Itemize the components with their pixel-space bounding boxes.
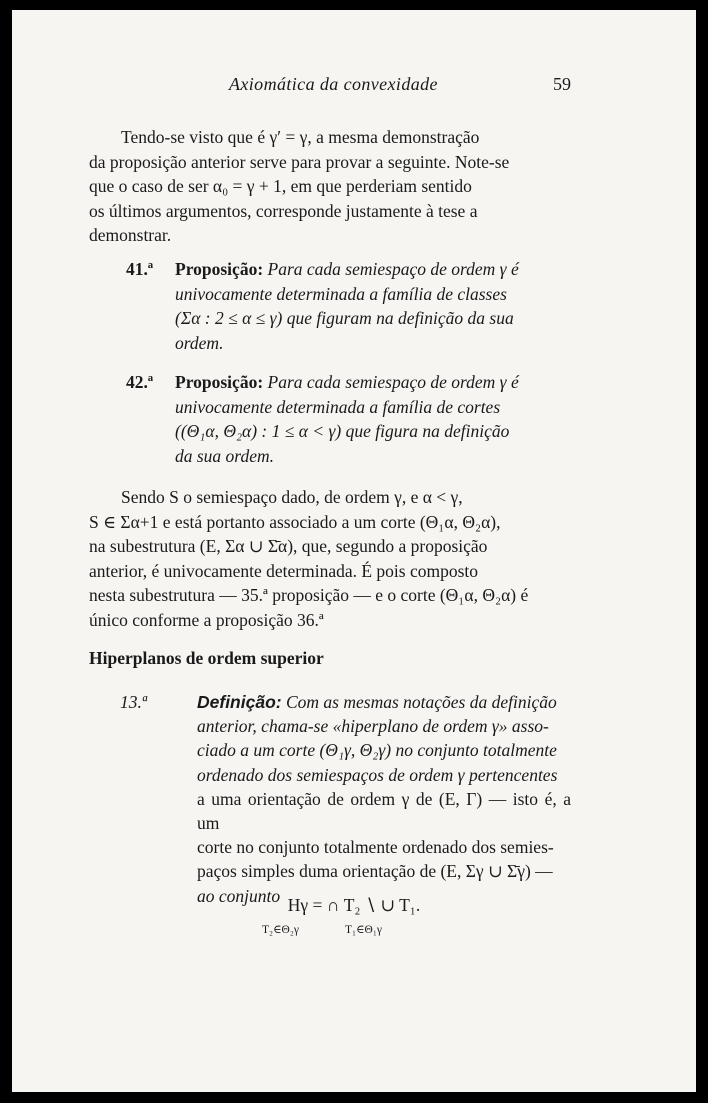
text-line: demonstrar. xyxy=(89,225,172,246)
text-line: anterior, é univocamente determinada. É pois composto xyxy=(89,560,479,581)
proposition-line: ordem. xyxy=(175,332,224,353)
proposition-line: da sua ordem. xyxy=(175,445,275,466)
book-page xyxy=(12,10,696,1092)
definition-line: paços simples duma orientação de (E, Σγ ∪ Σ̄γ) — xyxy=(197,861,553,882)
text-line: Sendo S o semiespaço dado, de ordem γ, e α < γ, xyxy=(121,487,463,507)
text-line: S ∈ Σα+1 e está portanto associado a um corte (Θ₁α, Θ₂α), xyxy=(89,511,501,532)
section-title: Hiperplanos de ordem superior xyxy=(89,648,324,668)
proposition-42 xyxy=(126,370,571,468)
definition-line: ordenado dos semiespaços de ordem γ pertencentes xyxy=(197,764,558,785)
definition-13 xyxy=(120,690,571,908)
definition-line: anterior, chama-se «hiperplano de ordem γ» asso- xyxy=(197,716,549,737)
proposition-line: Para cada semiespaço de ordem γ é xyxy=(267,259,519,279)
formula-main: Hγ = ∩ T₂ ∖ ∪ T₁. xyxy=(287,895,421,915)
intro-paragraph xyxy=(89,125,571,248)
proposition-line: (Σα : 2 ≤ α ≤ γ) que figuram na definição da sua xyxy=(175,308,514,329)
proposition-label: Proposição: xyxy=(175,259,264,279)
proposition-number: 42.ª xyxy=(126,372,154,392)
paragraph-2 xyxy=(89,485,571,633)
definition-number: 13.ª xyxy=(120,692,147,712)
text-line: os últimos argumentos, corresponde justamente à tese a xyxy=(89,200,478,221)
proposition-label: Proposição: xyxy=(175,372,264,392)
text-line: único conforme a proposição 36.ª xyxy=(89,609,324,630)
proposition-line: ((Θ₁α, Θ₂α) : 1 ≤ α < γ) que figura na definição xyxy=(175,421,510,442)
running-header xyxy=(89,74,571,100)
proposition-41 xyxy=(126,257,571,355)
text-line: nesta subestrutura — 35.ª proposição — e o corte (Θ₁α, Θ₂α) é xyxy=(89,585,529,606)
definition-label: Definição: xyxy=(197,692,282,712)
page-number: 59 xyxy=(553,74,571,94)
text-line: Tendo-se visto que é γ′ = γ, a mesma demonstração xyxy=(121,127,480,147)
text-line: da proposição anterior serve para provar a seguinte. Note-se xyxy=(89,151,510,172)
definition-line: corte no conjunto totalmente ordenado dos semies- xyxy=(197,837,554,858)
text-line: que o caso de ser α₀ = γ + 1, em que perderiam sentido xyxy=(89,176,472,197)
proposition-line: univocamente determinada a família de classes xyxy=(175,283,507,304)
text-line: na subestrutura (E, Σα ∪ Σ̄α), que, segundo a proposição xyxy=(89,536,488,557)
proposition-line: Para cada semiespaço de ordem γ é xyxy=(267,372,519,392)
definition-line: ciado a um corte (Θ₁γ, Θ₂γ) no conjunto totalmente xyxy=(197,740,557,761)
definition-line: Com as mesmas notações da definição xyxy=(285,692,557,712)
definition-line: ao conjunto xyxy=(197,885,281,906)
definition-line: a uma orientação de ordem γ de (E, Γ) — isto é, a um xyxy=(197,788,571,834)
proposition-line: univocamente determinada a família de cortes xyxy=(175,396,501,417)
running-title: Axiomática da convexidade xyxy=(229,74,438,94)
proposition-number: 41.ª xyxy=(126,259,154,279)
formula-subscript-right: T₁∈Θ₁γ xyxy=(345,924,382,936)
formula-hyperplane xyxy=(12,895,696,916)
formula-subscript-left: T₂∈Θ₂γ xyxy=(262,924,299,936)
